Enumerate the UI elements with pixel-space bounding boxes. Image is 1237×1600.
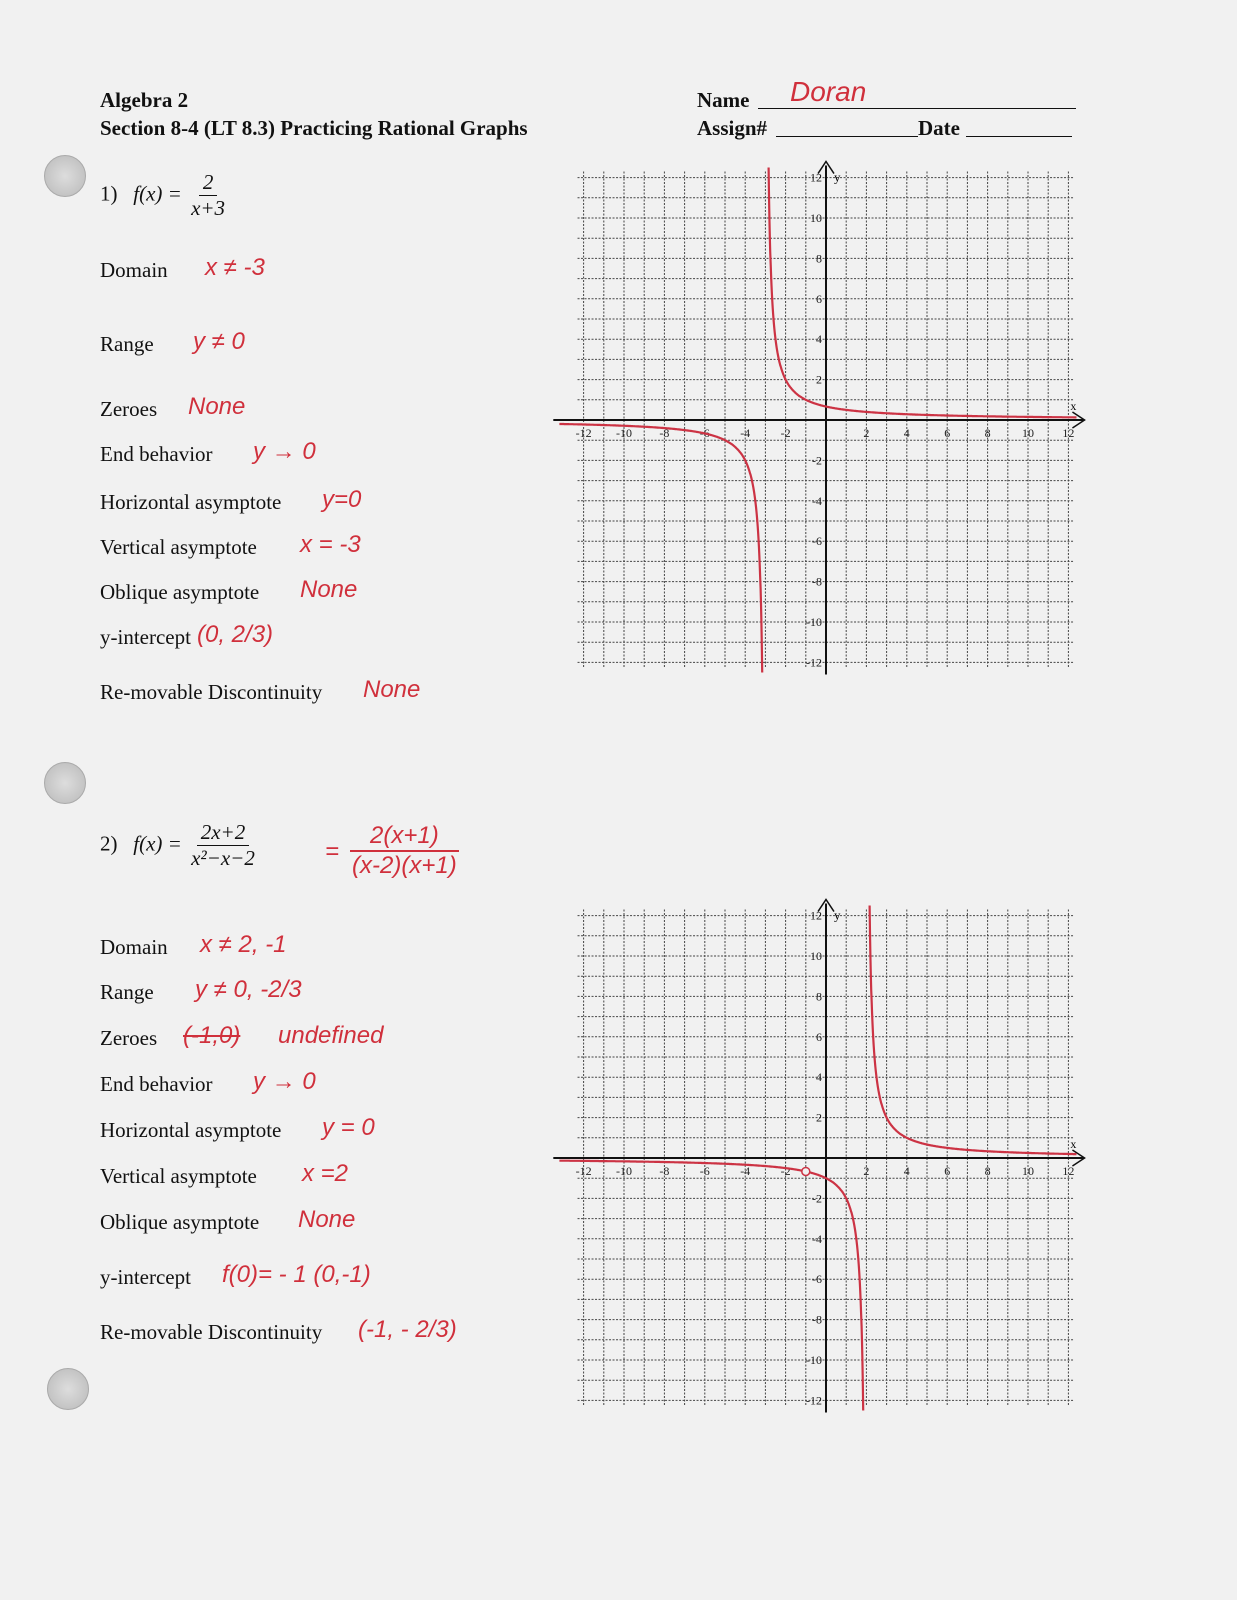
y-tick-label: -10 <box>806 615 822 629</box>
field-label: Horizontal asymptote <box>100 490 282 514</box>
y-tick-label: 2 <box>816 1110 822 1125</box>
x-tick-label: -8 <box>659 426 670 440</box>
y-tick-label: 6 <box>816 1029 822 1044</box>
y-axis-label: y <box>834 169 841 185</box>
problem-2-equation <box>100 820 259 871</box>
handwritten-answer: x ≠ -3 <box>205 254 265 281</box>
y-tick-label: 10 <box>810 949 822 963</box>
section-title: Section 8-4 (LT 8.3) Practicing Rational Graphs <box>100 116 528 140</box>
field-label: End behavior <box>100 1072 213 1096</box>
x-tick-label: -12 <box>575 1164 592 1178</box>
assign-label: Assign# <box>697 116 768 140</box>
x-tick-label: 12 <box>1062 426 1075 440</box>
handwritten-answer: x = -3 <box>300 531 361 558</box>
factored-fraction <box>350 822 459 880</box>
y-tick-label: -4 <box>812 493 822 508</box>
handwritten-answer: f(0)= - 1 (0,-1) <box>222 1261 371 1288</box>
problem-number: 2) <box>100 831 118 856</box>
x-tick-label: 4 <box>903 426 910 440</box>
fraction <box>187 820 259 871</box>
name-line <box>758 108 1076 109</box>
handwritten-answer: x ≠ 2, -1 <box>200 931 287 958</box>
curve-right-branch <box>870 906 1077 1155</box>
x-tick-label: 12 <box>1062 1164 1075 1178</box>
function-name: f(x) = <box>133 831 182 856</box>
denominator: x+3 <box>191 196 226 220</box>
x-tick-label: -2 <box>780 426 791 440</box>
handwritten-answer: (-1, - 2/3) <box>358 1316 457 1343</box>
binder-hole <box>44 762 86 804</box>
struck-answer: (-1,0) <box>183 1022 241 1049</box>
handwritten-answer: y ≠ 0, -2/3 <box>195 976 302 1003</box>
y-axis-label: y <box>834 907 841 923</box>
y-tick-label: -6 <box>812 1272 822 1287</box>
problem-1-equation <box>100 170 229 221</box>
y-tick-label: 8 <box>816 989 822 1004</box>
x-tick-label: -10 <box>616 426 632 440</box>
handwritten-answer: None <box>300 576 358 603</box>
x-tick-label: -4 <box>740 1164 751 1178</box>
field-label: Zeroes <box>100 397 158 421</box>
factored-numerator: 2(x+1) <box>350 822 459 852</box>
y-tick-label: -8 <box>812 1312 822 1327</box>
numerator: 2 <box>199 170 218 196</box>
y-tick-label: 4 <box>816 332 822 347</box>
handwritten-answer: y=0 <box>322 486 362 513</box>
y-tick-label: -12 <box>806 1393 822 1408</box>
x-tick-label: -12 <box>575 426 592 440</box>
field-label: End behavior <box>100 442 213 466</box>
graph-2 <box>550 890 1110 1450</box>
field-label: Domain <box>100 935 168 959</box>
field-label: Zeroes <box>100 1026 158 1050</box>
date-line <box>966 136 1072 137</box>
y-tick-label: 8 <box>816 251 822 266</box>
y-tick-label: -12 <box>806 655 822 670</box>
field-label: Horizontal asymptote <box>100 1118 282 1142</box>
x-tick-label: 4 <box>903 1164 910 1178</box>
field-label: Range <box>100 980 154 1004</box>
x-tick-label: -6 <box>699 426 710 440</box>
x-tick-label: 8 <box>984 426 991 440</box>
field-label: Oblique asymptote <box>100 1210 260 1234</box>
x-tick-label: 2 <box>863 426 870 440</box>
name-value: Doran <box>790 76 867 107</box>
x-tick-label: -2 <box>780 1164 791 1178</box>
field-label: Range <box>100 332 154 356</box>
field-label: y-intercept <box>100 625 191 649</box>
handwritten-answer: None <box>298 1206 356 1233</box>
x-axis-label: x <box>1070 399 1077 413</box>
handwritten-answer: x =2 <box>302 1160 349 1187</box>
binder-hole <box>47 1368 89 1410</box>
denominator: x²−x−2 <box>191 846 255 870</box>
x-tick-label: -8 <box>659 1164 670 1178</box>
field-label: Vertical asymptote <box>100 1164 257 1188</box>
field-label: Domain <box>100 258 168 282</box>
handwritten-answer: (0, 2/3) <box>197 621 274 648</box>
handwritten-answer: y ≠ 0 <box>193 328 245 355</box>
x-tick-label: 10 <box>1022 426 1034 440</box>
graph-1 <box>550 150 1110 690</box>
x-tick-label: 10 <box>1022 1164 1034 1178</box>
date-label: Date <box>918 116 960 140</box>
handwritten-answer: undefined <box>278 1022 384 1049</box>
numerator: 2x+2 <box>197 820 250 846</box>
fraction <box>187 170 229 221</box>
field-label: Vertical asymptote <box>100 535 257 559</box>
y-tick-label: -8 <box>812 574 822 589</box>
field-label: y-intercept <box>100 1265 191 1289</box>
problem-number: 1) <box>100 181 118 206</box>
function-name: f(x) = <box>133 181 182 206</box>
x-tick-label: 6 <box>944 1164 951 1178</box>
x-tick-label: 6 <box>944 426 951 440</box>
y-tick-label: 4 <box>816 1070 822 1085</box>
y-tick-label: -6 <box>812 534 822 549</box>
removable-discontinuity-hole <box>802 1167 810 1175</box>
y-tick-label: 6 <box>816 291 822 306</box>
x-tick-label: -6 <box>699 1164 710 1178</box>
field-label: Re-movable Discontinuity <box>100 1320 323 1344</box>
y-tick-label: 12 <box>810 908 822 923</box>
y-tick-label: 12 <box>810 170 822 185</box>
x-axis-label: x <box>1070 1137 1077 1151</box>
y-tick-label: 10 <box>810 211 822 225</box>
y-tick-label: -10 <box>806 1353 822 1367</box>
x-tick-label: -10 <box>616 1164 632 1178</box>
y-tick-label: 2 <box>816 372 822 387</box>
field-label: Oblique asymptote <box>100 580 260 604</box>
y-tick-label: -4 <box>812 1231 822 1246</box>
y-tick-label: -2 <box>812 453 822 468</box>
x-tick-label: 8 <box>984 1164 991 1178</box>
handwritten-answer: None <box>188 393 246 420</box>
course-title: Algebra 2 <box>100 88 189 112</box>
x-tick-label: -4 <box>740 426 751 440</box>
x-tick-label: 2 <box>863 1164 870 1178</box>
handwritten-answer: y = 0 <box>322 1114 375 1141</box>
curve-left-branch <box>559 424 762 673</box>
binder-hole <box>44 155 86 197</box>
handwritten-answer: y → 0 <box>253 438 316 465</box>
y-tick-label: -2 <box>812 1191 822 1206</box>
factored-denominator: (x-2)(x+1) <box>352 852 457 879</box>
equals-sign: = <box>325 838 340 865</box>
handwritten-answer: None <box>363 676 421 703</box>
name-label: Name <box>697 88 750 112</box>
handwritten-answer: y → 0 <box>253 1068 316 1095</box>
field-label: Re-movable Discontinuity <box>100 680 323 704</box>
assign-line <box>776 136 918 137</box>
